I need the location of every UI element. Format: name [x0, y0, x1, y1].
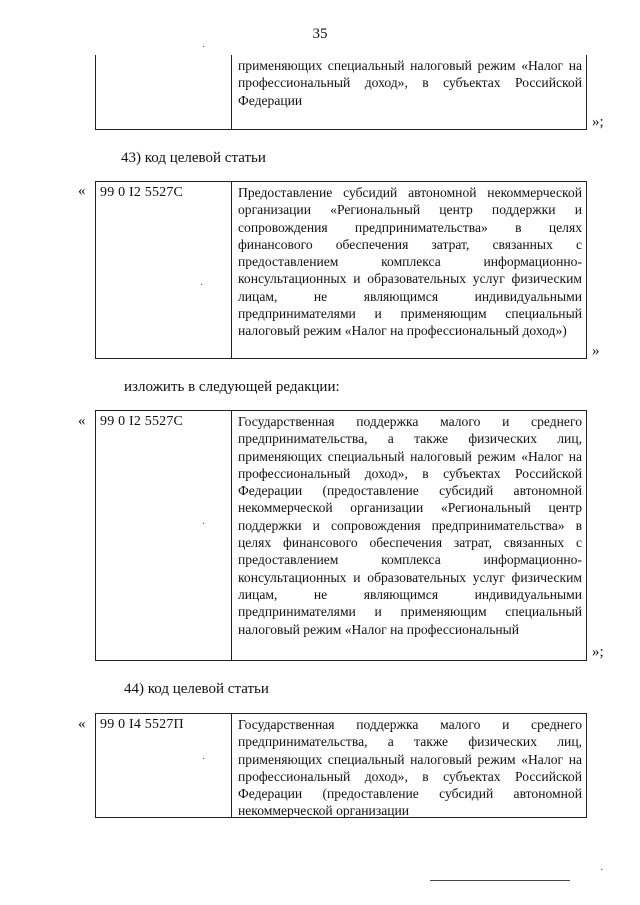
description-cell: Государственная поддержка малого и среднего предпринимательства, а также физических лиц, применяющих специальный налоговый режим «Налог на профессиональный доход», в субъектах Российской Федерации (предоставление субсидий автономной некоммерческой организации «Региональный центр поддержки и сопровождения предпринимательства» в целях финансового обеспечения затрат, связанных с предоставлением комплекса информационно-консультационных и образовательных услуг физическим лицам, не являющимся индивидуальными предпринимателями и применяющим специальный налоговый режим «Налог на профессиональный	[238, 414, 582, 637]
description-cell: Предоставление субсидий автономной некоммерческой организации «Региональный центр поддержки и сопровождения предпринимательства» в целях финансового обеспечения затрат, связанных с предоставлением комплекса информационно-консультационных и образовательных услуг физическим лицам, не являющимся индивидуальными предпринимателями и применяющим специальный налоговый режим «Налог на профессиональный доход»)	[238, 185, 582, 339]
heading-43: 43) код целевой статьи	[121, 150, 266, 166]
scan-speck: ·	[202, 754, 206, 765]
table-top-continuation	[95, 55, 587, 130]
close-quote: »	[592, 343, 600, 359]
description-cell: применяющих специальный налоговый режим «Налог на профессиональный доход», в субъектах Российской Федерации	[238, 58, 582, 108]
code-cell	[96, 55, 232, 129]
scan-speck: ·	[200, 280, 204, 291]
scan-speck: ·	[600, 865, 604, 876]
table-43-old	[95, 181, 587, 359]
open-quote: «	[78, 716, 86, 732]
restate-text: изложить в следующей редакции:	[124, 379, 340, 395]
code-cell: 99 0 I2 5527C	[96, 411, 232, 660]
heading-44: 44) код целевой статьи	[124, 681, 269, 697]
close-quote: »;	[592, 644, 604, 660]
open-quote: «	[78, 413, 86, 429]
scan-speck: ·	[202, 519, 206, 530]
page-number: 35	[312, 26, 328, 42]
description-cell: Государственная поддержка малого и среднего предпринимательства, а также физических лиц, применяющих специальный налоговый режим «Налог на профессиональный доход», в субъектах Российской Федерации (предоставление субсидий автономной некоммерческой организации	[238, 717, 582, 819]
table-43-new	[95, 410, 587, 661]
close-quote: »;	[592, 114, 604, 130]
table-44	[95, 713, 587, 818]
code-cell: 99 0 I2 5527C	[96, 182, 232, 358]
code-cell: 99 0 I4 5527П	[96, 714, 232, 817]
footer-line	[430, 880, 570, 881]
scan-speck: ·	[202, 42, 206, 53]
open-quote: «	[78, 183, 86, 199]
